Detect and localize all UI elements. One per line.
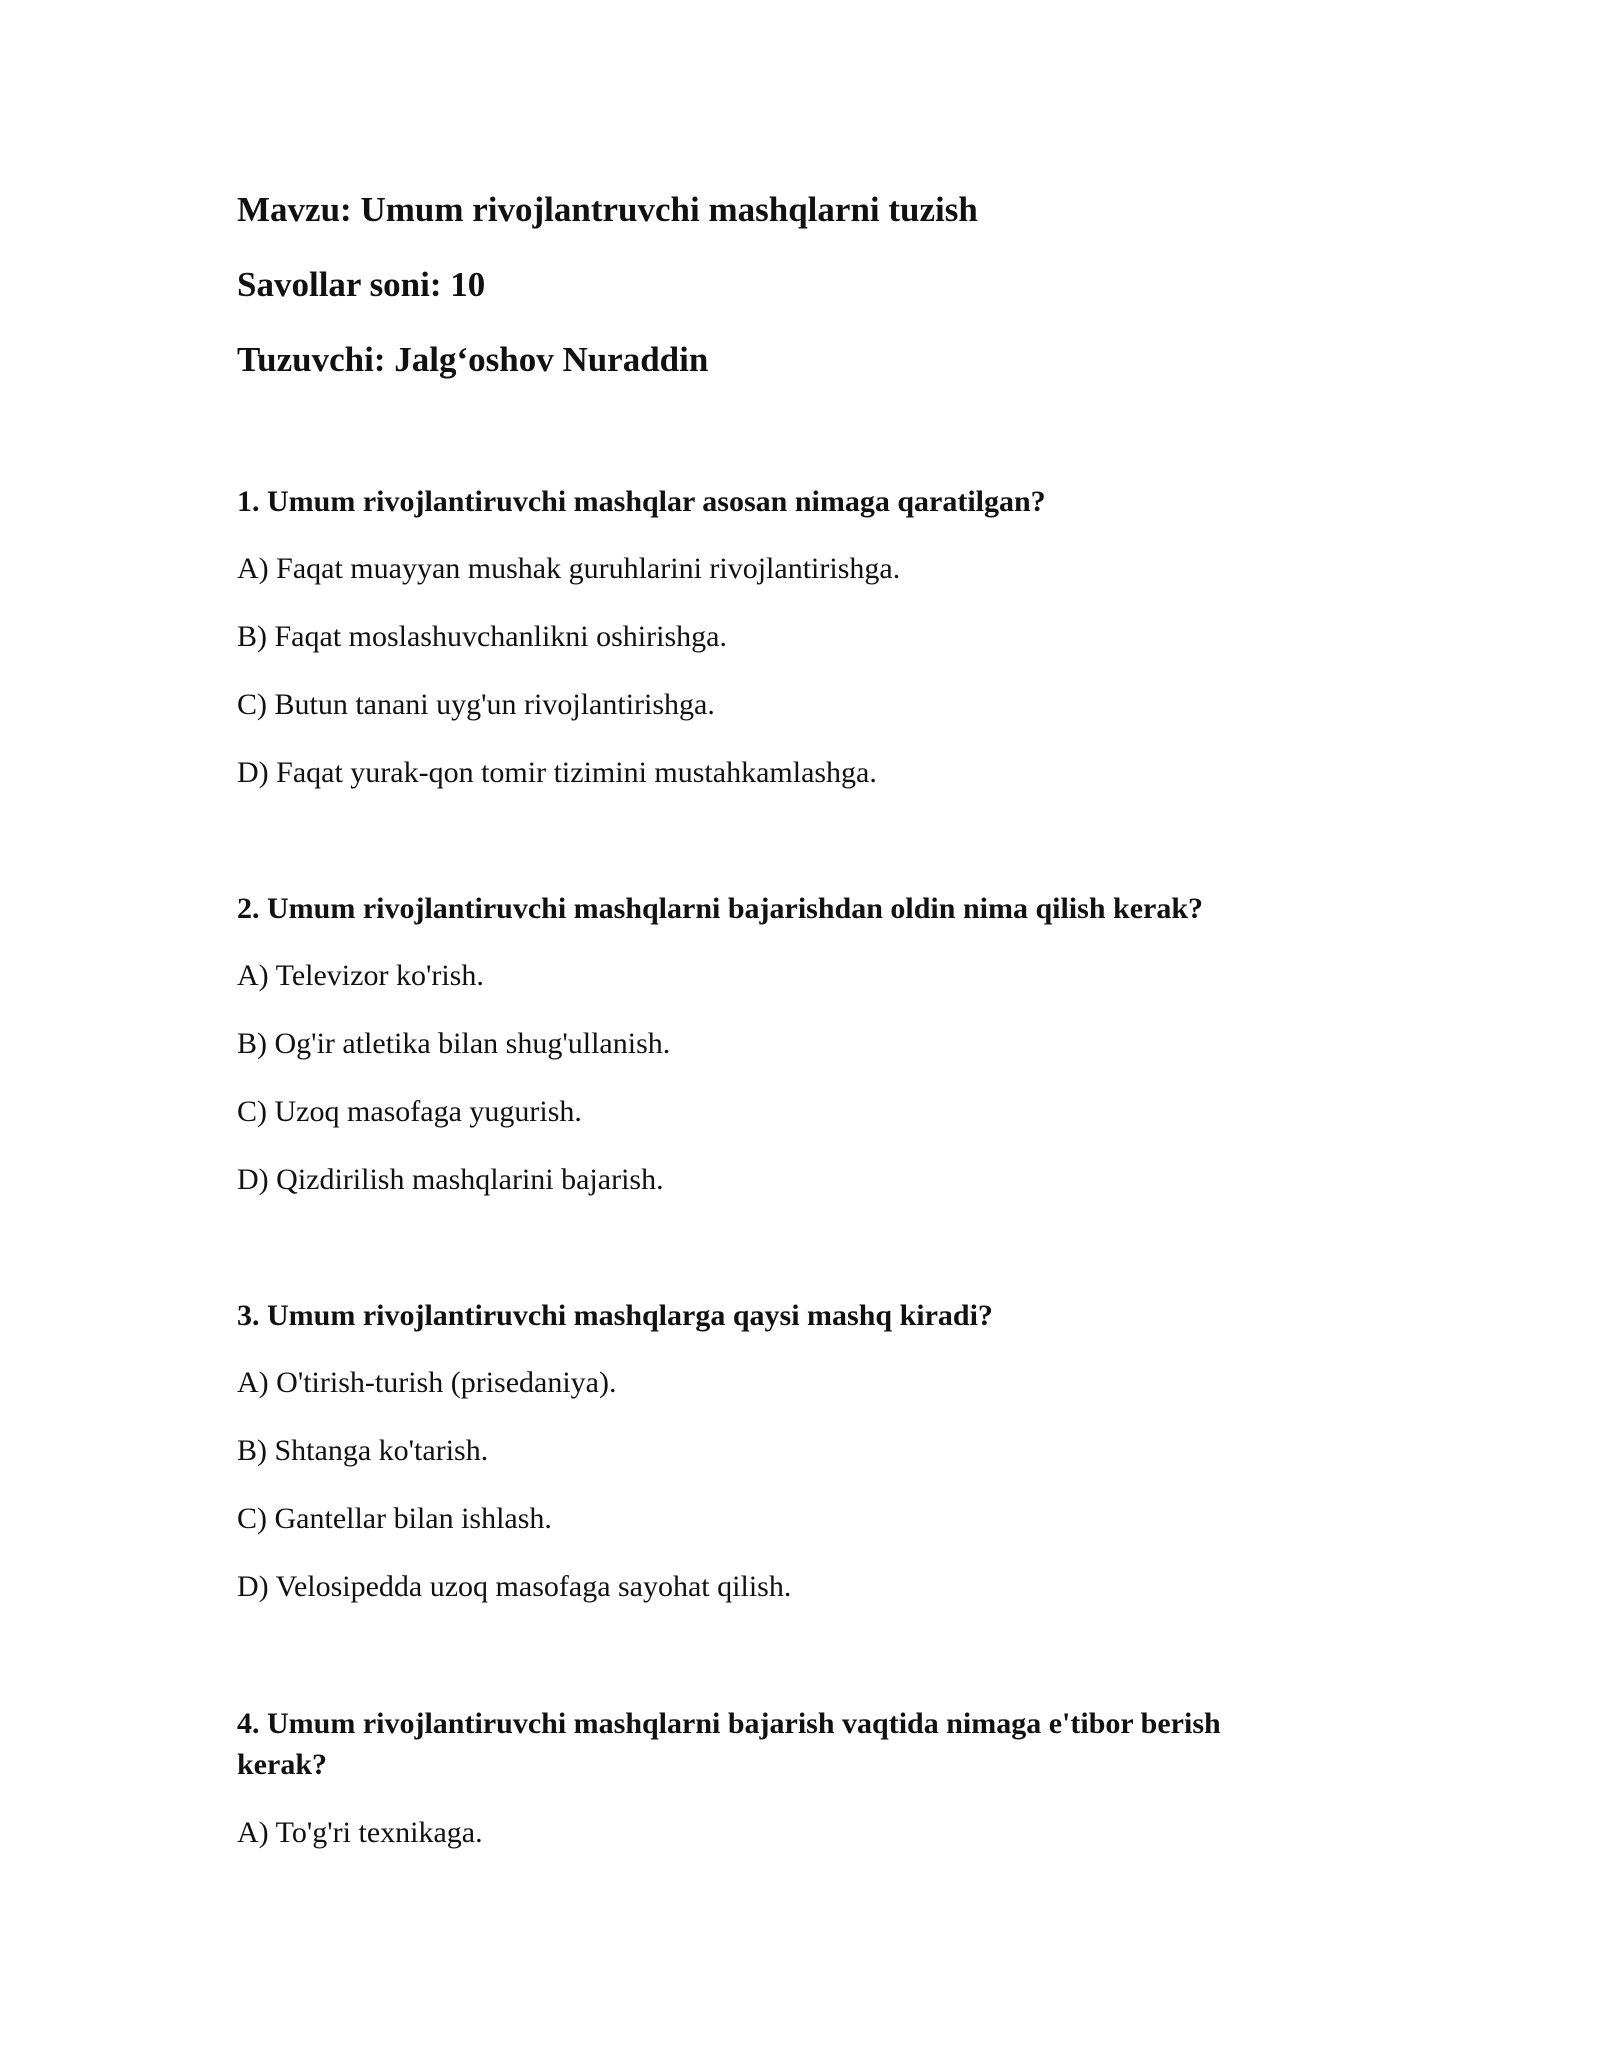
question-1-option-a: A) Faqat muayyan mushak guruhlarini rivojlantirishga. bbox=[237, 552, 901, 585]
question-3-option-a: A) O'tirish-turish (prisedaniya). bbox=[237, 1366, 617, 1399]
author-heading: Tuzuvchi: Jalg‘oshov Nuraddin bbox=[237, 340, 709, 379]
question-1-option-d: D) Faqat yurak-qon tomir tizimini mustahkamlashga. bbox=[237, 756, 877, 789]
question-2-option-d: D) Qizdirilish mashqlarini bajarish. bbox=[237, 1163, 664, 1196]
question-2-option-b: B) Og'ir atletika bilan shug'ullanish. bbox=[237, 1027, 671, 1060]
question-3-option-c: C) Gantellar bilan ishlash. bbox=[237, 1502, 552, 1535]
question-1: 1. Umum rivojlantiruvchi mashqlar asosan nimaga qaratilgan? bbox=[237, 485, 1046, 518]
question-2-option-c: C) Uzoq masofaga yugurish. bbox=[237, 1095, 582, 1128]
question-4: 4. Umum rivojlantiruvchi mashqlarni bajarish vaqtida nimaga e'tibor berish kerak? bbox=[237, 1707, 1221, 1781]
question-1-option-b: B) Faqat moslashuvchanlikni oshirishga. bbox=[237, 620, 727, 653]
question-1-option-c: C) Butun tanani uyg'un rivojlantirishga. bbox=[237, 688, 715, 721]
question-3: 3. Umum rivojlantiruvchi mashqlarga qaysi mashq kiradi? bbox=[237, 1299, 993, 1332]
topic-heading: Mavzu: Umum rivojlantruvchi mashqlarni tuzish bbox=[237, 190, 978, 229]
question-3-option-b: B) Shtanga ko'tarish. bbox=[237, 1434, 489, 1467]
question-3-option-d: D) Velosipedda uzoq masofaga sayohat qilish. bbox=[237, 1570, 792, 1603]
question-2-option-a: A) Televizor ko'rish. bbox=[237, 959, 484, 992]
question-count-heading: Savollar soni: 10 bbox=[237, 265, 486, 304]
question-4-option-a: A) To'g'ri texnikaga. bbox=[237, 1816, 483, 1849]
question-2: 2. Umum rivojlantiruvchi mashqlarni bajarishdan oldin nima qilish kerak? bbox=[237, 892, 1204, 925]
